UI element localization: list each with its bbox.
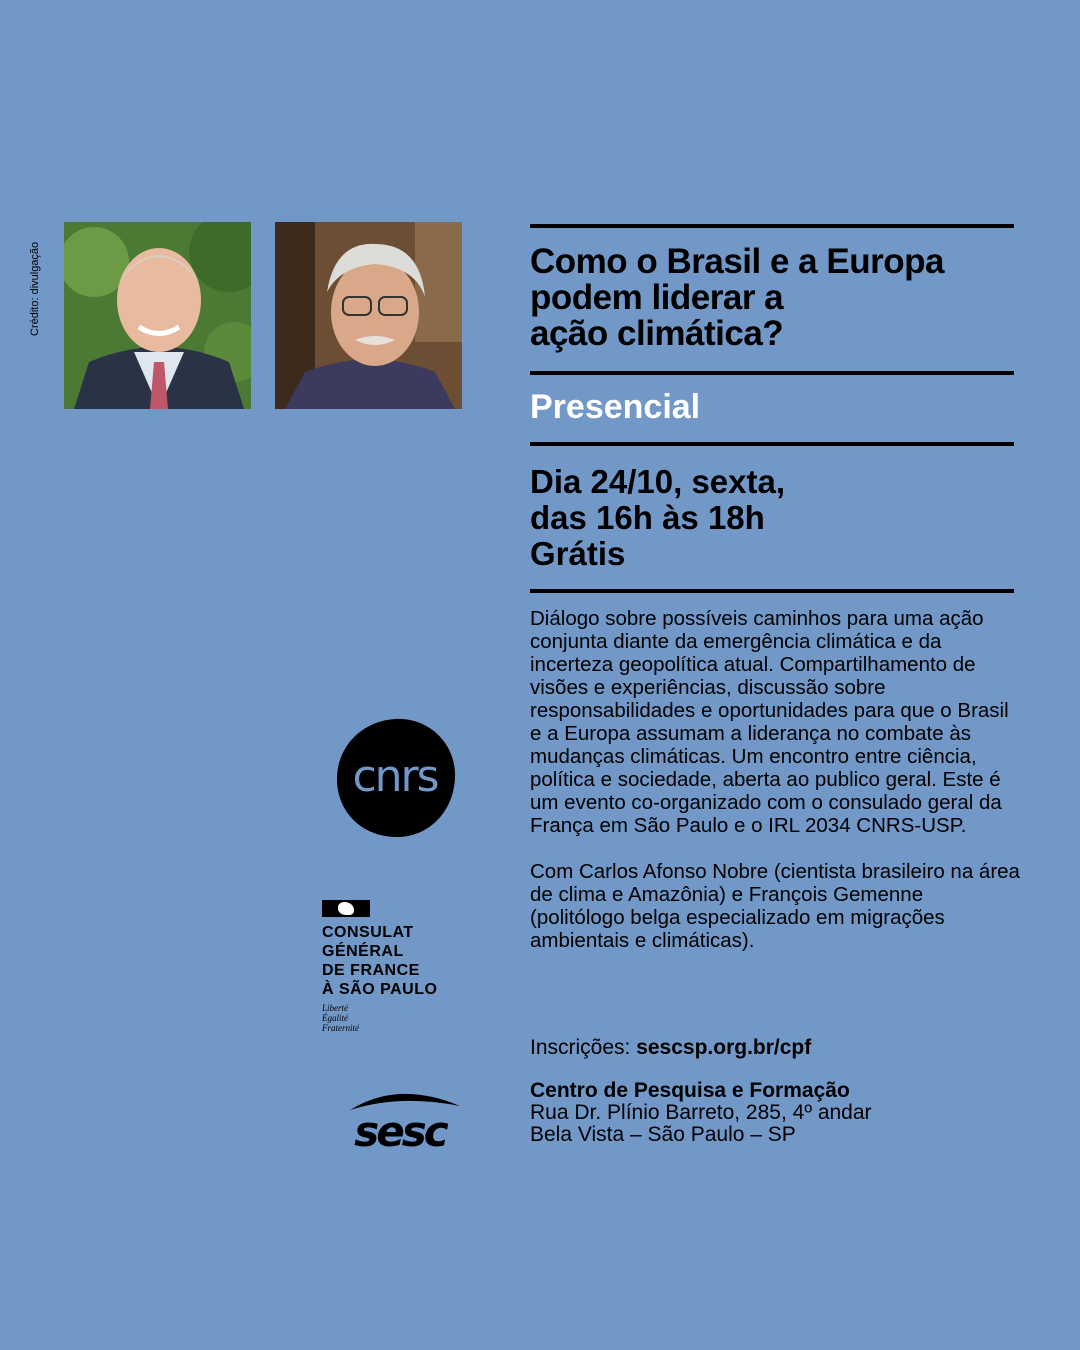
divider	[530, 224, 1014, 228]
divider	[530, 589, 1014, 593]
venue-name: Centro de Pesquisa e Formação	[530, 1079, 850, 1102]
venue-address-line: Rua Dr. Plínio Barreto, 285, 4º andar	[530, 1101, 872, 1124]
photo-credit: Crédito: divulgação	[29, 241, 41, 336]
description-paragraph: Diálogo sobre possíveis caminhos para uma ação conjunta diante da emergência climática e da incerteza geopolítica atual. Compartilhamento de visões e experiências, discussão sobre responsabilidades e oportunidades para que o Brasil e a Europa assumam a liderança no combate às mudanças climáticas. Um encontro entre ciência, política e sociedade, aberta ao publico geral. Este é um evento co-organizado com o consulado geral da França em São Paulo e o IRL 2034 CNRS-USP.	[530, 607, 1009, 837]
speaker-photo-2	[275, 222, 462, 409]
divider	[530, 371, 1014, 375]
event-datetime: Dia 24/10, sexta, das 16h às 18h Grátis	[530, 463, 786, 572]
speaker-photo-1	[64, 222, 251, 409]
cnrs-logo	[333, 715, 458, 840]
description-paragraph: Com Carlos Afonso Nobre (cientista brasileiro na área de clima e Amazônia) e François Gemenne (politólogo belga especializado em migrações ambientais e climáticas).	[530, 860, 1020, 952]
svg-text:sesc: sesc	[354, 1107, 446, 1153]
divider	[530, 442, 1014, 446]
registration-link[interactable]: sescsp.org.br/cpf	[636, 1036, 812, 1059]
event-modality: Presencial	[530, 388, 701, 426]
marianne-icon	[322, 900, 370, 917]
venue-address-line: Bela Vista – São Paulo – SP	[530, 1123, 796, 1146]
sesc-logo	[338, 1088, 463, 1153]
event-title: Como o Brasil e a Europa podem liderar a ação climática?	[530, 242, 944, 353]
event-description	[530, 607, 1020, 975]
registration-label: Inscrições:	[530, 1036, 637, 1059]
registration	[530, 1036, 811, 1060]
venue	[530, 1080, 872, 1146]
consulat-logo: CONSULAT GÉNÉRAL DE FRANCE À SÃO PAULO Liberté Égalité Fraternité	[322, 900, 462, 1033]
cnrs-logo-text: cnrs	[352, 751, 438, 802]
